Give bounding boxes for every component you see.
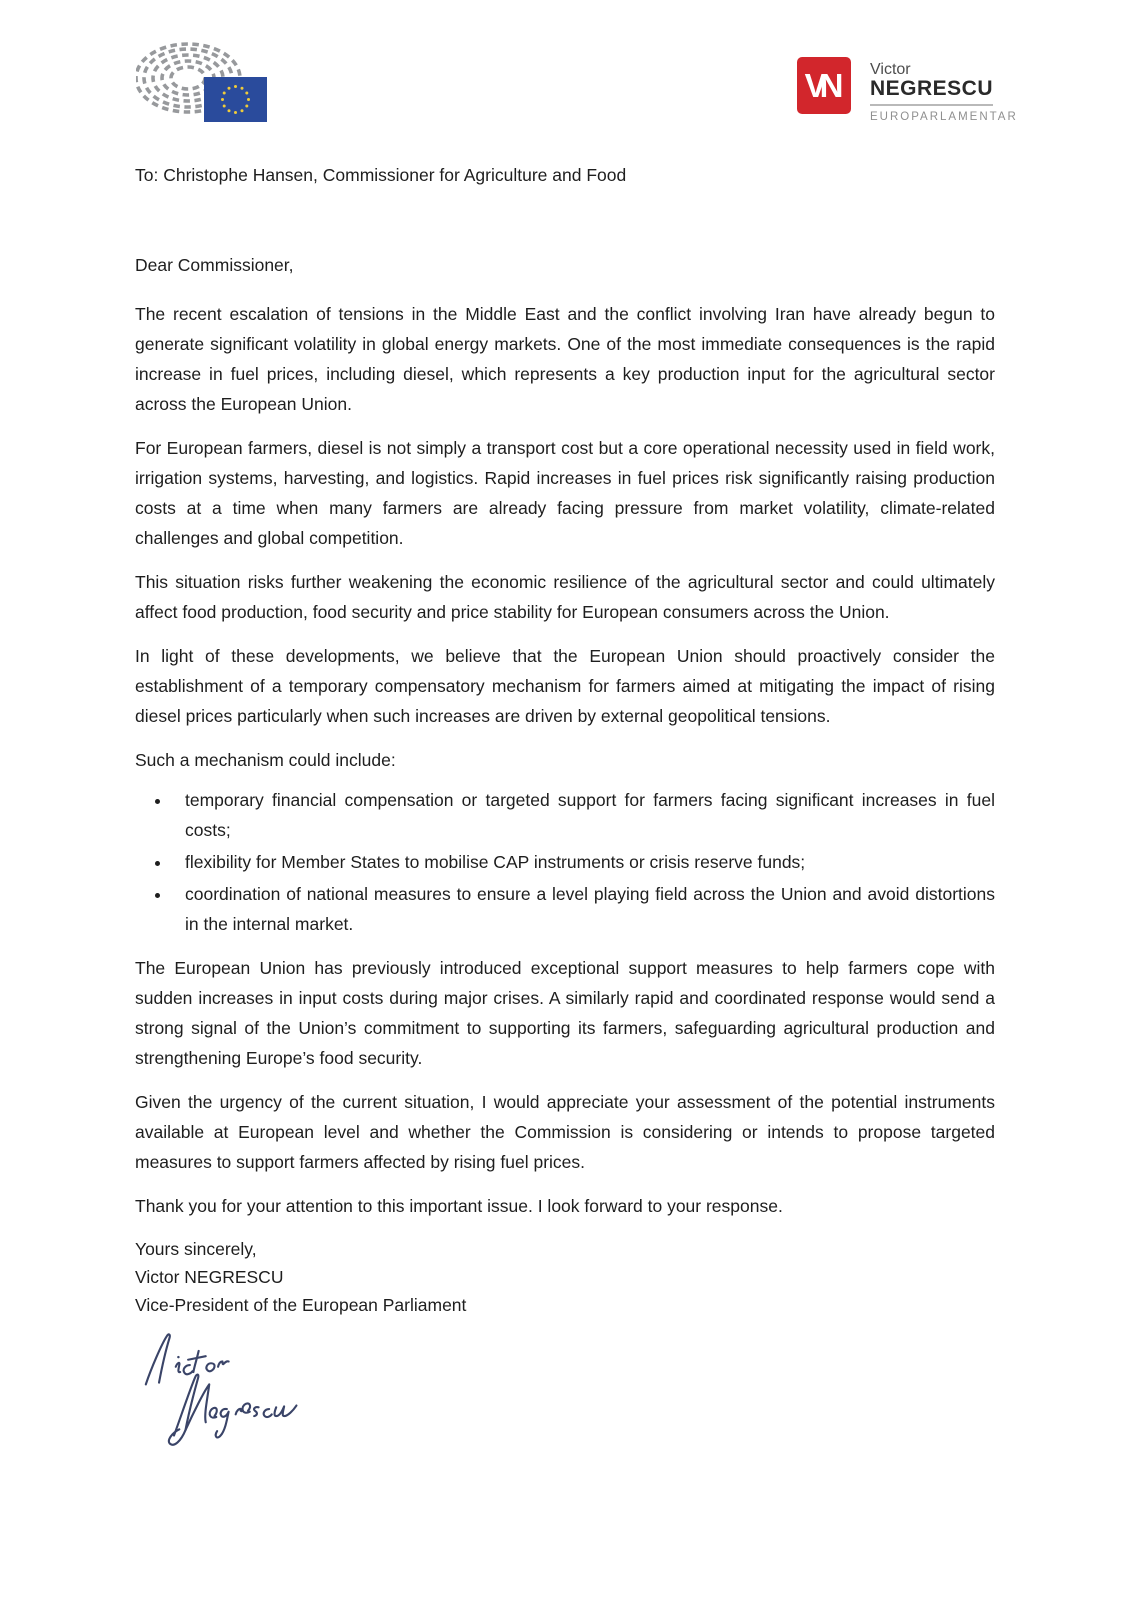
list-intro: Such a mechanism could include: (135, 750, 396, 770)
signer-name: Victor NEGRESCU (135, 1267, 284, 1287)
bullet-item-1: • temporary financial compensation or targeted support for farmers facing significant increases in fuel costs; (172, 785, 995, 845)
european-parliament-logo (136, 42, 270, 126)
vn-brand-logo (797, 57, 1018, 123)
vn-brand-lastname: NEGRESCU (870, 78, 993, 106)
signature-block (137, 1331, 995, 1456)
vn-brand-text (870, 57, 1018, 123)
vn-brand-firstname: Victor (870, 61, 911, 78)
signer-title: Vice-President of the European Parliament (135, 1295, 467, 1315)
recipient-line: To: Christophe Hansen, Commissioner for Agriculture and Food (135, 165, 627, 185)
letter-content (135, 163, 995, 1456)
paragraph-3: This situation risks further weakening the economic resilience of the agricultural sector and could ultimately affect food production, food security and price stability for European consumers across the Union. (135, 572, 995, 622)
paragraph-7: Thank you for your attention to this important issue. I look forward to your response. (135, 1196, 783, 1216)
salutation: Dear Commissioner, (135, 255, 294, 275)
valediction: Yours sincerely, (135, 1239, 257, 1259)
closing-block (135, 1235, 995, 1319)
paragraph-5: The European Union has previously introduced exceptional support measures to help farmers cope with sudden increases in input costs during major crises. A similarly rapid and coordinated response would send a strong signal of the Union’s commitment to supporting its farmers, safeguarding agricultural production and strengthening Europe’s food security. (135, 958, 995, 1068)
vn-monogram-icon (797, 57, 851, 114)
paragraph-1: The recent escalation of tensions in the Middle East and the conflict involving Iran have already begun to generate significant volatility in global energy markets. One of the most immediate consequences is the rapid increase in fuel prices, including diesel, which represents a key production input for the agricultural sector across the European Union. (135, 304, 995, 414)
eu-flag-icon (204, 77, 267, 122)
paragraph-2: For European farmers, diesel is not simply a transport cost but a core operational necessity used in field work, irrigation systems, harvesting, and logistics. Rapid increases in fuel prices risk significantly raising production costs at a time when many farmers are already facing pressure from market volatility, climate-related challenges and global competition. (135, 438, 995, 548)
bullet-item-3: • coordination of national measures to ensure a level playing field across the Union and avoid distortions in the internal market. (172, 879, 995, 939)
paragraph-6: Given the urgency of the current situation, I would appreciate your assessment of the potential instruments available at European level and whether the Commission is considering or intends to propose targeted measures to support farmers affected by rising fuel prices. (135, 1092, 995, 1172)
bullet-item-2: • flexibility for Member States to mobilise CAP instruments or crisis reserve funds; (172, 847, 995, 877)
handwritten-signature-image (137, 1331, 322, 1451)
vn-brand-subtitle: EUROPARLAMENTAR (870, 111, 1018, 123)
vn-monogram-letters: VN (804, 67, 837, 104)
paragraph-4: In light of these developments, we believe that the European Union should proactively consider the establishment of a temporary compensatory mechanism for farmers aimed at mitigating the impact of rising diesel prices particularly when such increases are driven by external geopolitical tensions. (135, 646, 995, 726)
mechanism-bullet-list (172, 785, 995, 939)
